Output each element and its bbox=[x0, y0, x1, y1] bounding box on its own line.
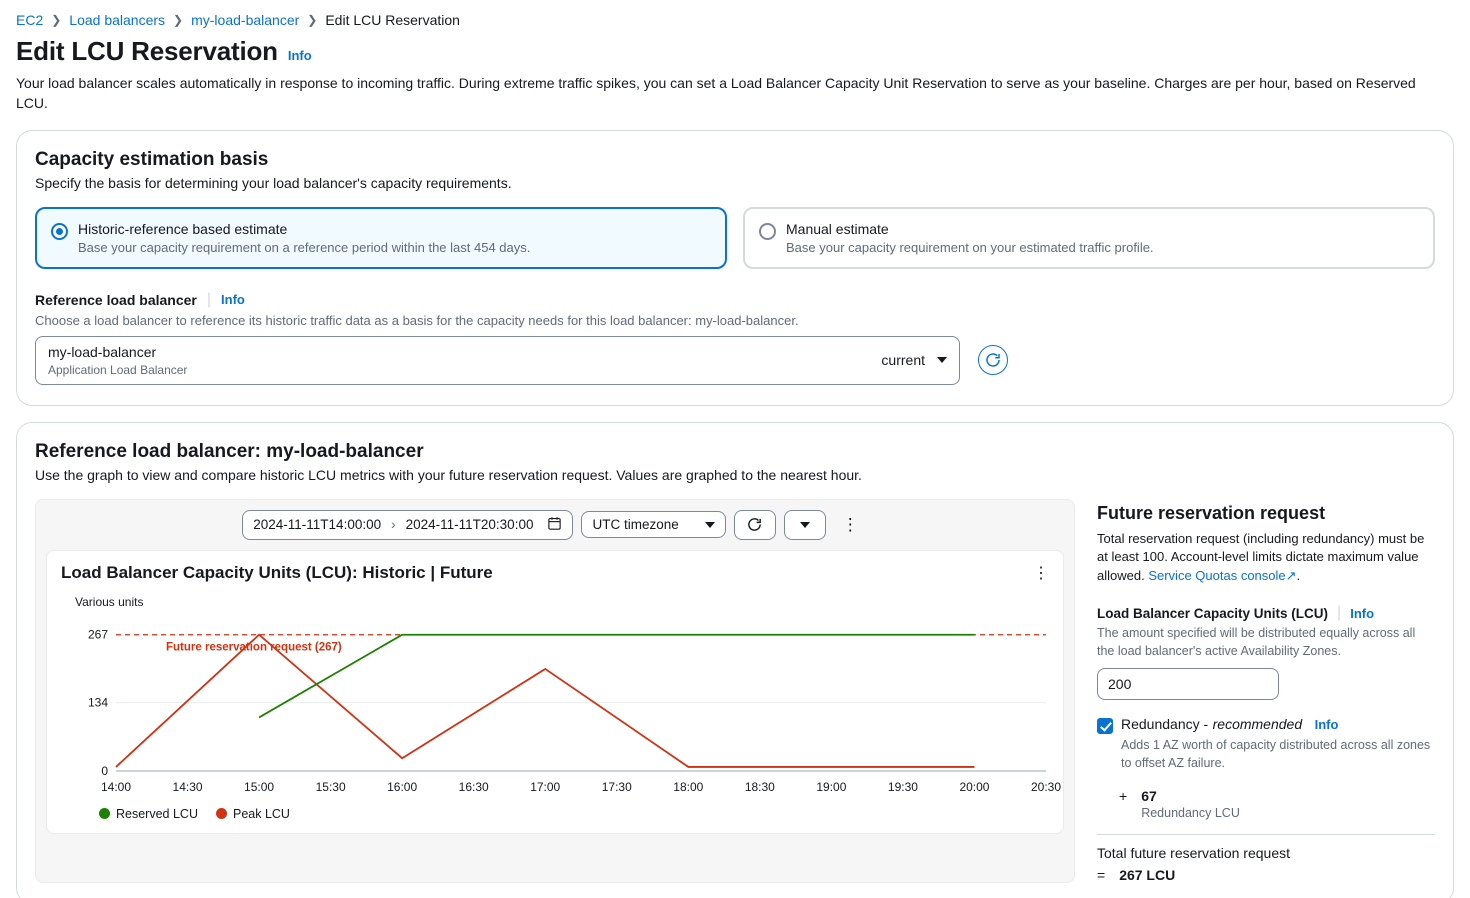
date-range-picker[interactable] bbox=[242, 510, 573, 540]
future-reservation-title: Future reservation request bbox=[1097, 502, 1326, 523]
page-header bbox=[16, 36, 1454, 67]
capacity-estimation-card bbox=[16, 130, 1454, 406]
chart-title: Load Balancer Capacity Units (LCU): Historic | Future bbox=[61, 562, 493, 582]
svg-text:20:30: 20:30 bbox=[1030, 779, 1061, 794]
svg-text:267: 267 bbox=[87, 627, 108, 642]
date-range-arrow: › bbox=[391, 517, 396, 533]
legend-label-reserved: Reserved LCU bbox=[116, 806, 198, 821]
radio-icon-manual[interactable] bbox=[759, 223, 776, 240]
svg-text:17:30: 17:30 bbox=[601, 779, 632, 794]
breadcrumb-item-current: Edit LCU Reservation bbox=[325, 12, 460, 28]
chevron-down-icon[interactable] bbox=[705, 522, 715, 528]
breadcrumb-separator: ❯ bbox=[173, 13, 184, 27]
radio-tile-manual-estimate[interactable] bbox=[743, 207, 1435, 269]
radio-tile-historic-label: Historic-reference based estimate bbox=[78, 220, 288, 237]
legend-swatch-peak bbox=[216, 808, 227, 819]
total-row bbox=[1097, 867, 1435, 883]
graph-panel bbox=[35, 499, 1075, 884]
reference-lb-select[interactable] bbox=[35, 336, 960, 385]
lcu-label: Load Balancer Capacity Units (LCU) bbox=[1097, 605, 1329, 621]
radio-tile-manual-label: Manual estimate bbox=[786, 220, 889, 237]
label-divider: | bbox=[1337, 604, 1342, 622]
svg-text:16:30: 16:30 bbox=[458, 779, 489, 794]
redundancy-hint: Adds 1 AZ worth of capacity distributed across all zones to offset AZ failure. bbox=[1121, 738, 1431, 770]
lcu-input[interactable] bbox=[1097, 668, 1279, 700]
lcu-hint: The amount specified will be distributed equally across all the load balancer's active Availability Zones. bbox=[1097, 626, 1416, 658]
svg-text:134: 134 bbox=[87, 695, 108, 710]
svg-text:19:00: 19:00 bbox=[816, 779, 847, 794]
capacity-card-subtitle: Specify the basis for determining your load balancer's capacity requirements. bbox=[35, 174, 512, 191]
breadcrumb bbox=[16, 12, 1454, 28]
breadcrumb-item-my-load-balancer[interactable]: my-load-balancer bbox=[191, 12, 300, 28]
page-info-link[interactable]: Info bbox=[287, 48, 312, 63]
redundancy-label: Redundancy - bbox=[1121, 716, 1209, 733]
svg-text:Future reservation request (26: Future reservation request (267) bbox=[166, 641, 342, 654]
timezone-value: UTC timezone bbox=[592, 517, 679, 533]
radio-tile-historic-description: Base your capacity requirement on a reference period within the last 454 days. bbox=[78, 239, 531, 255]
graph-refresh-button[interactable] bbox=[734, 510, 776, 540]
redundancy-value-caption: Redundancy LCU bbox=[1141, 806, 1240, 821]
legend-item-peak-lcu bbox=[216, 807, 290, 821]
svg-text:0: 0 bbox=[101, 763, 108, 778]
reference-section-subtitle: Use the graph to view and compare historic LCU metrics with your future reservation request. Values are graphed to the nearest hour. bbox=[35, 466, 862, 483]
refresh-icon[interactable] bbox=[978, 345, 1008, 375]
legend-item-reserved-lcu bbox=[99, 807, 198, 821]
chevron-down-icon[interactable] bbox=[937, 357, 947, 363]
graph-more-options-icon[interactable]: ⋮ bbox=[841, 514, 860, 534]
breadcrumb-item-load-balancers[interactable]: Load balancers bbox=[69, 12, 166, 28]
future-reservation-panel bbox=[1097, 499, 1435, 884]
lcu-label-row bbox=[1097, 604, 1435, 622]
breadcrumb-separator: ❯ bbox=[307, 13, 318, 27]
chart-card bbox=[46, 550, 1064, 834]
svg-text:16:00: 16:00 bbox=[387, 779, 418, 794]
legend-swatch-reserved bbox=[99, 808, 110, 819]
page-description: Your load balancer scales automatically in response to incoming traffic. During extreme traffic spikes, you can set a Load Balancer Capacity Unit Reservation to serve as your baseline. Charges are per hour, based on Reserved LCU. bbox=[16, 75, 1416, 112]
svg-text:14:00: 14:00 bbox=[100, 779, 132, 794]
reference-graph-card bbox=[16, 422, 1454, 898]
svg-text:15:30: 15:30 bbox=[315, 779, 346, 794]
redundancy-info-link[interactable]: Info bbox=[1314, 717, 1339, 733]
svg-text:18:00: 18:00 bbox=[673, 779, 704, 794]
external-link-icon[interactable]: ↗ bbox=[1285, 568, 1297, 584]
breadcrumb-separator: ❯ bbox=[51, 13, 62, 27]
label-divider: | bbox=[206, 290, 212, 308]
redundancy-sign: + bbox=[1119, 788, 1128, 805]
svg-text:15:00: 15:00 bbox=[244, 779, 275, 794]
redundancy-value: 67 bbox=[1141, 788, 1157, 805]
capacity-card-title: Capacity estimation basis bbox=[35, 148, 269, 170]
reference-lb-info-link[interactable]: Info bbox=[221, 292, 245, 308]
reference-lb-label: Reference load balancer bbox=[35, 291, 197, 308]
reference-lb-selected-value: my-load-balancer bbox=[48, 343, 157, 360]
redundancy-summary bbox=[1119, 788, 1435, 820]
radio-tile-historic-reference[interactable] bbox=[35, 207, 727, 269]
total-sign: = bbox=[1097, 867, 1106, 884]
date-range-end[interactable]: 2024-11-11T20:30:00 bbox=[405, 517, 534, 533]
svg-text:20:00: 20:00 bbox=[959, 779, 990, 794]
lcu-info-link[interactable]: Info bbox=[1350, 605, 1375, 621]
svg-text:17:00: 17:00 bbox=[530, 779, 561, 794]
chevron-down-icon[interactable] bbox=[800, 522, 810, 528]
redundancy-label-recommended: recommended bbox=[1212, 716, 1303, 733]
chart-plot bbox=[61, 611, 1061, 801]
legend-label-peak: Peak LCU bbox=[232, 806, 290, 821]
redundancy-checkbox-row[interactable] bbox=[1097, 716, 1435, 772]
reference-lb-selected-type: Application Load Balancer bbox=[48, 362, 188, 377]
date-range-start[interactable]: 2024-11-11T14:00:00 bbox=[253, 517, 382, 533]
total-value: 267 LCU bbox=[1119, 867, 1176, 884]
redundancy-checkbox[interactable] bbox=[1097, 718, 1113, 734]
reference-section-title: Reference load balancer: my-load-balancer bbox=[35, 440, 424, 462]
svg-text:19:30: 19:30 bbox=[887, 779, 918, 794]
reference-lb-label-row bbox=[35, 291, 1435, 309]
reference-lb-current-tag: current bbox=[881, 352, 925, 369]
future-reservation-description: Total reservation request (including redundancy) must be at least 100. Account-level limits dictate maximum value allowed. Service Quotas console↗. bbox=[1097, 530, 1425, 584]
calendar-icon[interactable] bbox=[547, 516, 562, 534]
timezone-select[interactable] bbox=[581, 511, 725, 538]
chart-more-options-icon[interactable]: ⋮ bbox=[1033, 564, 1049, 582]
summary-divider bbox=[1097, 834, 1435, 835]
chart-legend bbox=[99, 807, 1049, 821]
service-quotas-link[interactable]: Service Quotas console bbox=[1148, 568, 1286, 584]
reference-lb-row bbox=[35, 336, 1435, 385]
reference-lb-hint: Choose a load balancer to reference its historic traffic data as a basis for the capacity needs for this load balancer: my-load-balancer. bbox=[35, 312, 799, 328]
svg-text:14:30: 14:30 bbox=[172, 779, 203, 794]
graph-toolbar bbox=[46, 510, 1064, 540]
breadcrumb-item-ec2[interactable]: EC2 bbox=[16, 12, 44, 28]
radio-icon-historic[interactable] bbox=[51, 223, 68, 240]
chart-ylabel: Various units bbox=[75, 594, 144, 609]
future-reservation-description-text: Total reservation request (including redundancy) must be at least 100. Account-level limits dictate maximum value allowed. bbox=[1097, 530, 1425, 584]
svg-text:18:30: 18:30 bbox=[744, 779, 775, 794]
capacity-basis-radio-group bbox=[35, 207, 1435, 269]
total-label: Total future reservation request bbox=[1097, 845, 1290, 862]
radio-tile-manual-description: Base your capacity requirement on your estimated traffic profile. bbox=[786, 239, 1154, 255]
graph-refresh-options-dropdown[interactable] bbox=[784, 510, 826, 540]
page-title: Edit LCU Reservation bbox=[16, 36, 278, 66]
